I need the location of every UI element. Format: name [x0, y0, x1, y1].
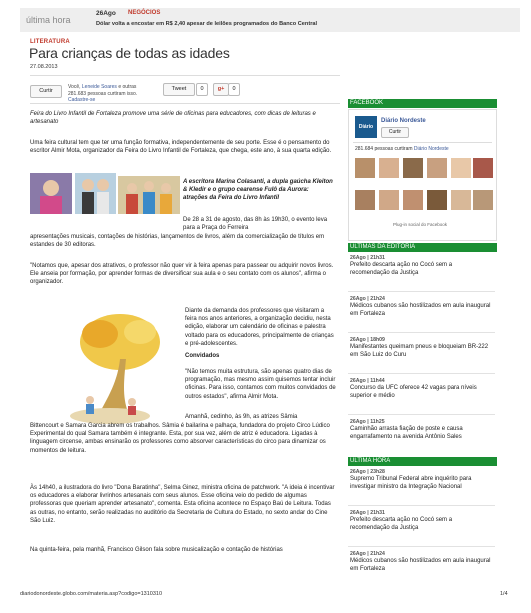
- news-list-divider: [348, 546, 495, 547]
- likes-count-text: 281.683 pessoas curtiram isso.: [68, 90, 138, 97]
- social-divider: [30, 103, 340, 104]
- photo-marina-colasanti-image: [30, 173, 72, 214]
- news-timestamp: 26Ago | 23h28: [350, 469, 385, 475]
- tree-illustration-image: [30, 304, 180, 430]
- news-list-divider: [348, 414, 495, 415]
- fan-avatar[interactable]: [403, 158, 423, 178]
- facebook-widget: [348, 109, 497, 241]
- fan-avatar[interactable]: [355, 158, 375, 178]
- fan-avatar[interactable]: [427, 190, 447, 210]
- fb-page-name[interactable]: Diário Nordeste: [381, 118, 426, 124]
- news-timestamp: 26Ago | 11h44: [350, 378, 385, 384]
- fan-avatar[interactable]: [427, 158, 447, 178]
- article-lead: Feira do Livro Infantil de Fortaleza promove uma série de oficinas para educadores, com dicas de leituras e artesanato: [30, 111, 316, 126]
- news-list-item[interactable]: [350, 510, 493, 532]
- paragraph-7: Às 14h40, a ilustradora do livro "Dona Baratinha", Selma Ginez, ministra oficina de patchwork. "A ideia é incentivar os educadores a elaborar livrinhos artesanais com seus alunos. Esse oficina veio do pedido de algumas professoras que queriam aprender artesanato", comenta. Esta oficina acontece no Espaço Baú de Leitura. Todas as outras, no entanto, serão realizadas no auditório da Secretaria de Cultura do Estado, no sexto andar do Cine São Luiz.: [30, 485, 335, 524]
- news-list-item[interactable]: [350, 337, 493, 359]
- paragraph-5: "Não temos muita estrutura, são apenas quatro dias de programação, mas mesmo assim quisemos tentar incluir oficinas. Para isso, contamos com muitos convidados de outros estados", afirma Almir Mota.: [185, 369, 336, 400]
- news-list-item[interactable]: [350, 551, 493, 573]
- google-plus-button[interactable]: [213, 83, 229, 96]
- news-timestamp: 26Ago | 21h31: [350, 255, 385, 261]
- news-list-item[interactable]: [350, 378, 493, 400]
- fb-divider: [353, 142, 492, 143]
- fan-avatar[interactable]: [451, 158, 471, 178]
- paragraph-8: Na quinta-feira, pela manhã, Francisco Gilson fala sobre musicalização e contação de histórias: [30, 547, 283, 553]
- like-button[interactable]: Curtir: [30, 85, 62, 98]
- editoria-section-header: ÚLTIMAS DA EDITORIA: [348, 243, 497, 252]
- news-headline-link[interactable]: Prefeito descarta ação no Cocó sem a recomendação da Justiça: [350, 517, 453, 531]
- news-timestamp: 26Ago | 21h24: [350, 551, 385, 557]
- photo-fulo-da-aurora[interactable]: [118, 176, 180, 214]
- news-headline-link[interactable]: Caminhão arrasta fiação de poste e causa engarrafamento na avenida Antônio Sales: [350, 426, 463, 440]
- ultima-hora-section-header: ÚLTIMA HORA: [348, 457, 497, 466]
- fan-avatar[interactable]: [379, 158, 399, 178]
- diario-logo[interactable]: Diário: [355, 116, 377, 138]
- news-headline-link[interactable]: Supremo Tribunal Federal abre inquérito para investigar ministro da Integração Nacional: [350, 476, 472, 490]
- paragraph-6-start: Amanhã, cedinho, às 9h, as atrizes Sâmia: [185, 414, 298, 420]
- likes-suffix: e outras: [116, 84, 137, 90]
- news-headline-link[interactable]: Médicos cubanos são hostilizados em aula inaugural em Fortaleza: [350, 303, 491, 317]
- photo-kleiton-kledir[interactable]: [75, 173, 116, 214]
- paragraph-1: Uma feira cultural tem que ter uma função formativa, independentemente de seu porte. Esse é o pensamento do escritor Almir Mota, organizador da Feira do Livro Infantil de Fortaleza, que chega, este ano, à sua quarta edição.: [30, 140, 332, 155]
- paragraph-2-start: De 28 a 31 de agosto, das 8h às 19h30, o evento leva para a Praça do Ferreira: [183, 217, 328, 232]
- news-timestamp: 26Ago | 11h25: [350, 419, 385, 425]
- paragraph-4: Diante da demanda dos professores que visitaram a feira nos anos anteriores, a organização decidiu, nesta edição, elaborar um calendário de oficinas e palestra voltado para os educadores, principalmente de crianças e pré-adolescentes.: [185, 308, 334, 347]
- news-timestamp: 26Ago | 21h24: [350, 296, 385, 302]
- news-list-divider: [348, 373, 495, 374]
- paragraph-2-cont: apresentações musicais, contações de histórias, lançamentos de livros, além da comercialização de títulos em estandes de 30 editoras.: [30, 234, 325, 249]
- page-number: 1/4: [500, 591, 508, 597]
- news-list-item[interactable]: [350, 255, 493, 277]
- tweet-button[interactable]: [163, 83, 195, 96]
- photo-fulo-da-aurora-image: [118, 176, 180, 214]
- tree-illustration: [30, 304, 180, 430]
- photo-kleiton-kledir-image: [75, 173, 116, 214]
- news-headline-link[interactable]: Concurso da UFC oferece 42 vagas para níveis superior e médio: [350, 385, 477, 399]
- facebook-section-header: FACEBOOK: [348, 99, 497, 108]
- news-list-item[interactable]: [350, 419, 493, 441]
- fan-avatar[interactable]: [473, 158, 493, 178]
- tweet-count: 0: [196, 83, 208, 96]
- paragraph-6-cont: Bittencourt e Samara Garcia abrem os trabalhos. Sâmia é bailarina e palhaça, fundadora do projeto Circo Lúdico Experimental do qual Samara também é integrante. Esta, por sua vez, além de atriz é educadora. Ligadas à linguagem circense, ambas ensinarão os professores como absorver características do circo para dinamizar os momentos de leitura.: [30, 423, 330, 454]
- signup-link[interactable]: Cadastre-se: [68, 97, 96, 103]
- news-headline-link[interactable]: Prefeito descarta ação no Cocó sem a recomendação da Justiça: [350, 262, 453, 276]
- fb-like-button[interactable]: Curtir: [381, 127, 409, 138]
- fan-avatar[interactable]: [473, 190, 493, 210]
- subhead-convidados: Convidados: [185, 353, 220, 359]
- article-date: 27.08.2013: [30, 64, 58, 70]
- photo-marina-colasanti[interactable]: [30, 173, 72, 214]
- likes-prefix: Você,: [68, 84, 82, 90]
- fan-avatar[interactable]: [403, 190, 423, 210]
- news-list-divider: [348, 505, 495, 506]
- breaking-news-category[interactable]: NEGÓCIOS: [128, 10, 161, 16]
- breaking-news-time: 26Ago: [96, 10, 116, 17]
- header-divider: [30, 75, 340, 76]
- news-headline-link[interactable]: Manifestantes queimam pneus e bloqueiam BR-222 em São Luiz do Curu: [350, 344, 489, 358]
- news-timestamp: 26Ago | 18h09: [350, 337, 385, 343]
- breaking-news-headline[interactable]: Dólar volta a encostar em R$ 2,40 apesar de leilões programados do Banco Central: [96, 21, 318, 27]
- news-list-item[interactable]: [350, 296, 493, 318]
- fb-like-count: [355, 146, 449, 152]
- news-timestamp: 26Ago | 21h31: [350, 510, 385, 516]
- section-label[interactable]: LITERATURA: [30, 39, 70, 45]
- page-url: diariodonordeste.globo.com/materia.asp?codigo=1310310: [20, 591, 163, 597]
- news-list-divider: [348, 291, 495, 292]
- news-list-item[interactable]: [350, 469, 493, 491]
- fb-like-count-page[interactable]: Diário Nordeste: [413, 146, 449, 152]
- google-plus-count: 0: [228, 83, 240, 96]
- fb-like-count-text: 281.684 pessoas curtiram: [355, 146, 414, 152]
- news-headline-link[interactable]: Médicos cubanos são hostilizados em aula inaugural em Fortaleza: [350, 558, 491, 572]
- fan-avatar[interactable]: [451, 190, 471, 210]
- tweet-label: Tweet: [171, 86, 187, 92]
- article-title: Para crianças de todas as idades: [29, 45, 230, 61]
- likes-friend-link[interactable]: Leneide Soares: [81, 84, 117, 90]
- fan-avatar[interactable]: [379, 190, 399, 210]
- fan-avatar[interactable]: [355, 190, 375, 210]
- news-list-divider: [348, 332, 495, 333]
- photo-caption: A escritora Marina Colasanti, a dupla gaúcha Kleiton & Kledir e o grupo cearense Fulô da Aurora: atrações da Feira do Livro Infantil: [183, 179, 333, 202]
- like-summary: [68, 84, 156, 104]
- breaking-news-bar: [20, 8, 520, 32]
- breaking-news-label: última hora: [26, 15, 71, 25]
- google-plus-icon: g+: [217, 86, 225, 92]
- fb-plugin-label[interactable]: Plug-in social do Facebook: [393, 222, 448, 227]
- paragraph-3: "Notamos que, apesar dos atrativos, o professor não quer vir à feira apenas para passear ou adquirir novos livros. Ele anseia por formação, por aprender formas de diversificar sua aula e o seu contato com os alunos", afirma o organizador.: [30, 263, 334, 286]
